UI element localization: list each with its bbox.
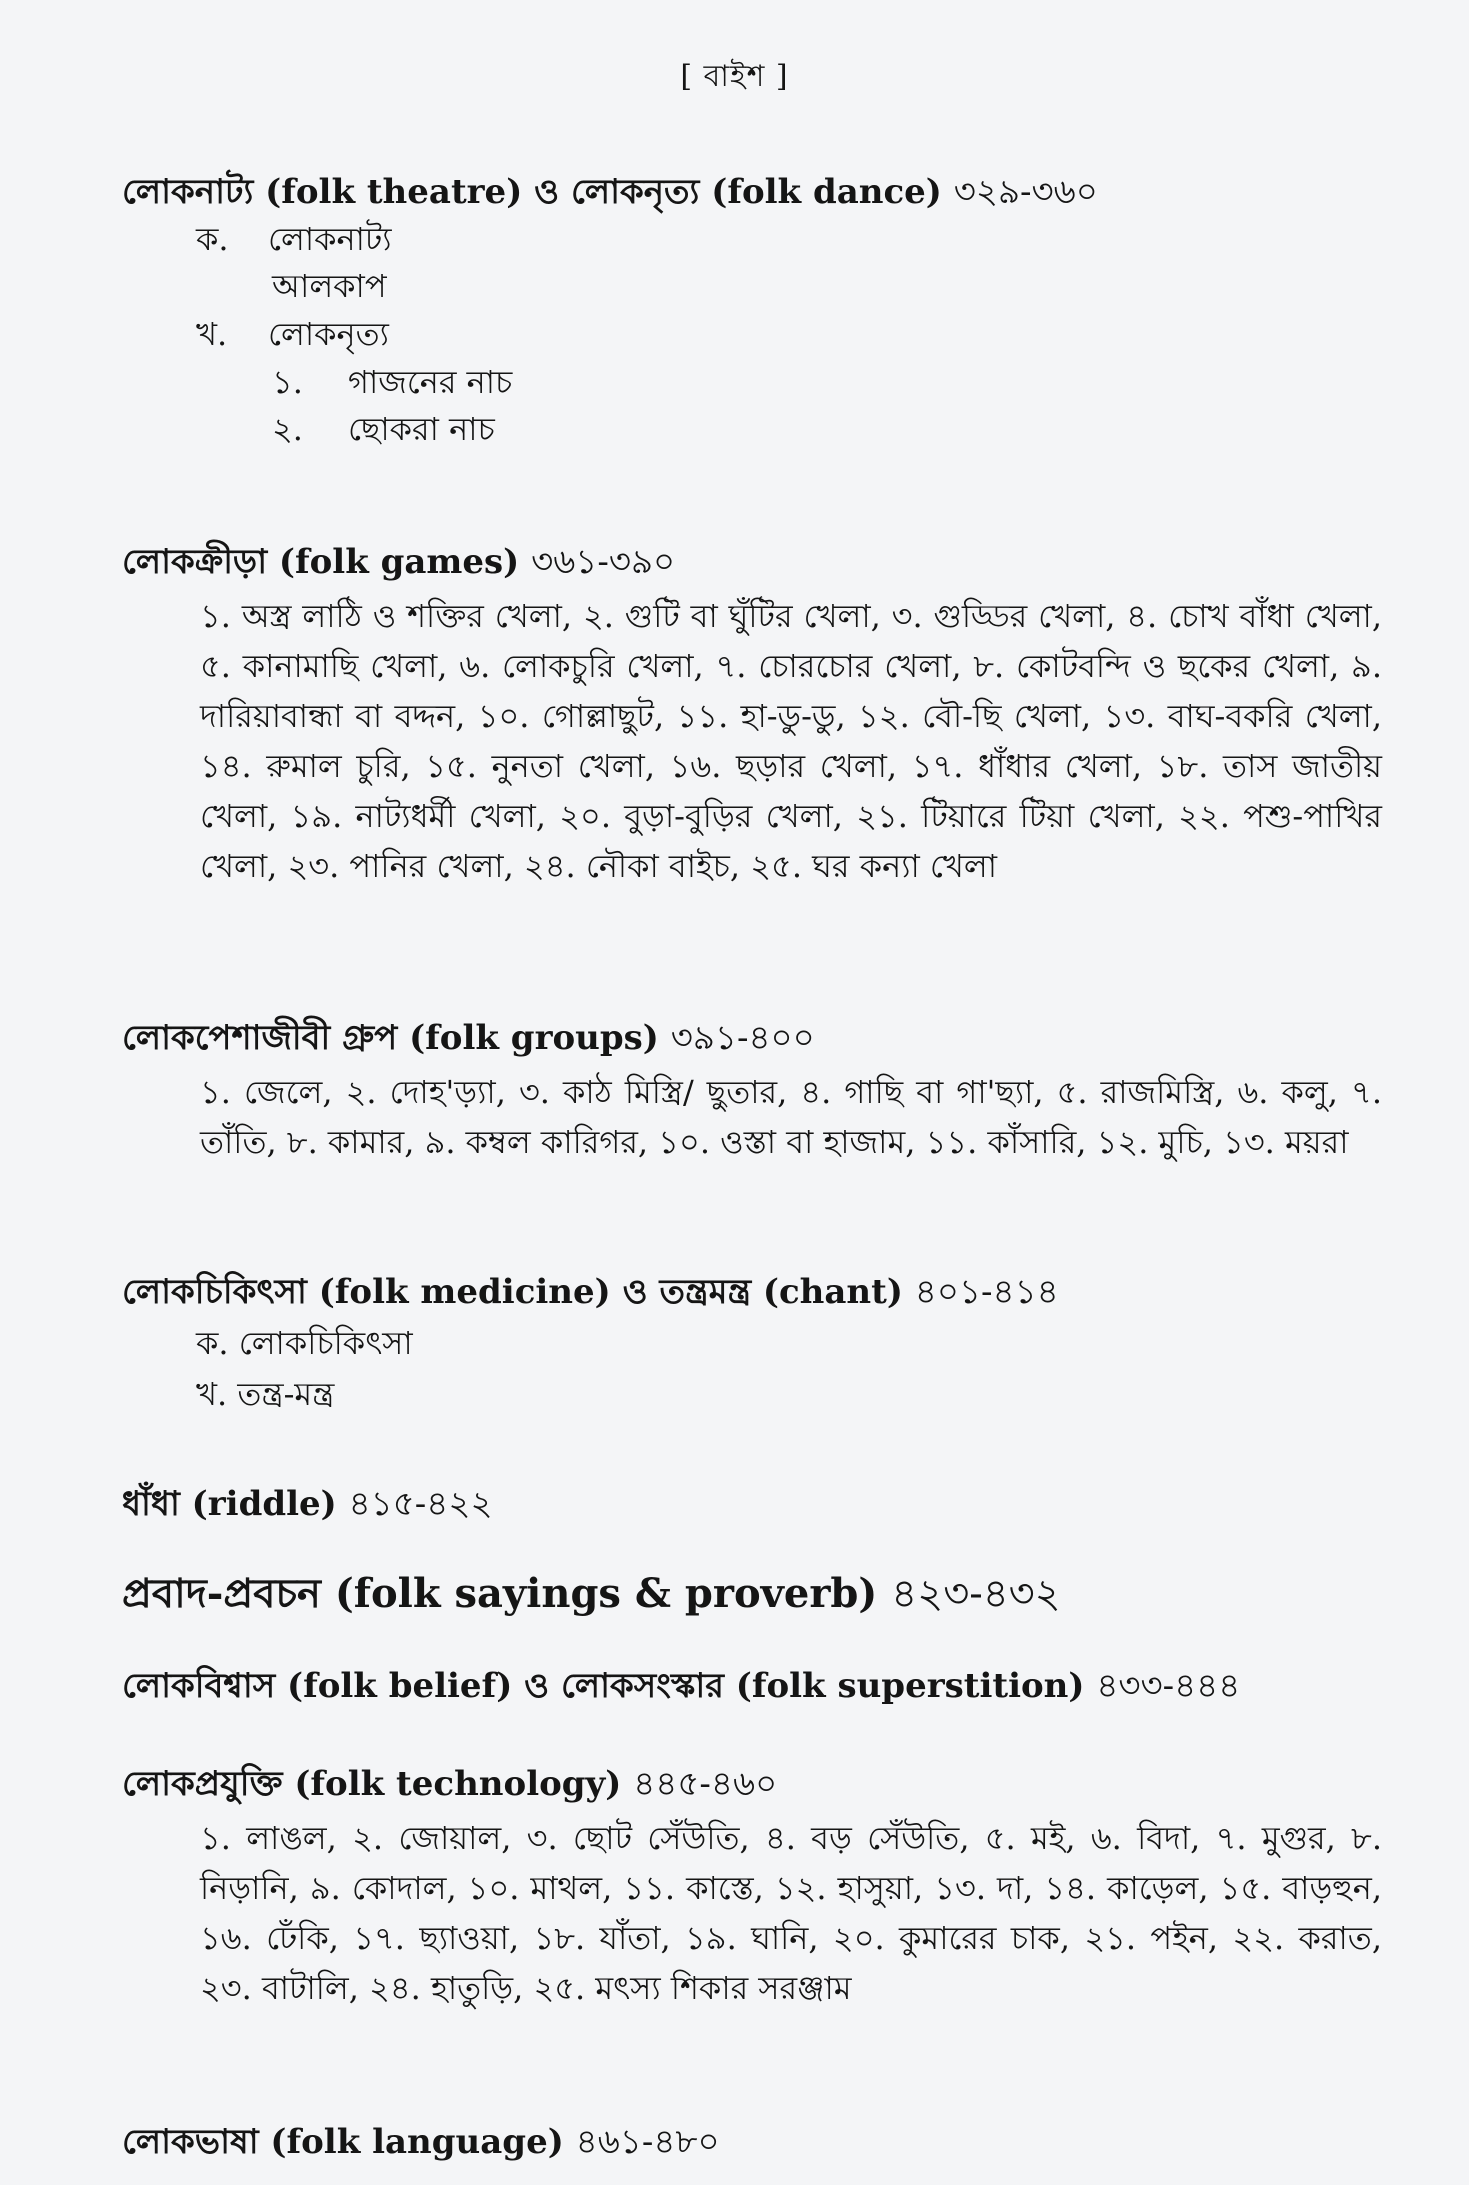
heading-text: লোকক্রীড়া (folk games) <box>122 542 520 582</box>
list-item <box>196 314 1382 356</box>
section-heading <box>122 1570 1382 1618</box>
item-label: গাজনের নাচ <box>348 362 513 401</box>
section-folk-theatre <box>122 172 1382 451</box>
heading-text: লোকবিশ্বাস (folk belief) ও লোকসংস্কার (folk superstition) <box>122 1666 1085 1706</box>
section-folk-belief <box>122 1666 1382 1707</box>
page-range: ৪২৩-৪৩২ <box>891 1571 1061 1617</box>
item-list-paragraph: ১. জেলে, ২. দোহ'ড়্যা, ৩. কাঠ মিস্ত্রি/ ছুতার, ৪. গাছি বা গা'ছ্যা, ৫. রাজমিস্ত্রি, ৬. কলু, ৭. তাঁতি, ৮. কামার, ৯. কম্বল কারিগর, ১০. ওস্তা বা হাজাম, ১১. কাঁসারি, ১২. মুচি, ১৩. ময়রা <box>200 1072 1382 1161</box>
page-number: [ বাইশ ] <box>680 59 789 94</box>
page-range: ৪০১-৪১৪ <box>914 1272 1059 1312</box>
section-folk-technology <box>122 1764 1382 2013</box>
heading-text: প্রবাদ-প্রবচন (folk sayings & proverb) <box>122 1570 878 1617</box>
section-heading <box>122 1018 1382 1059</box>
page-range: ৪৬১-৪৮০ <box>575 2122 720 2162</box>
section-heading <box>122 1666 1382 1707</box>
item-list-paragraph: ১. অস্ত্র লাঠি ও শক্তির খেলা, ২. গুটি বা ঘুঁটির খেলা, ৩. গুড্ডির খেলা, ৪. চোখ বাঁধা খেলা, ৫. কানামাছি খেলা, ৬. লোকচুরি খেলা, ৭. চোরচোর খেলা, ৮. কোটবন্দি ও ছকের খেলা, ৯. দারিয়াবান্ধা বা বদ্দন, ১০. গোল্লাছুট, ১১. হা-ডু-ডু, ১২. বৌ-ছি খেলা, ১৩. বাঘ-বকরি খেলা, ১৪. রুমাল চুরি, ১৫. নুনতা খেলা, ১৬. ছড়ার খেলা, ১৭. ধাঁধার খেলা, ১৮. তাস জাতীয় খেলা, ১৯. নাট্যধর্মী খেলা, ২০. বুড়া-বুড়ির খেলা, ২১. টিয়ারে টিয়া খেলা, ২২. পশু-পাখির খেলা, ২৩. পানির খেলা, ২৪. নৌকা বাইচ, ২৫. ঘর কন্যা খেলা <box>200 596 1382 885</box>
section-riddle <box>122 1484 1382 1525</box>
item-marker: খ. <box>196 314 228 353</box>
section-heading <box>122 1764 1382 1805</box>
section-folk-language <box>122 2122 1382 2163</box>
section-heading <box>122 1484 1382 1525</box>
heading-text: লোকপ্রযুক্তি (folk technology) <box>122 1764 622 1804</box>
list-item <box>196 219 1382 261</box>
heading-text: লোকপেশাজীবী গ্রুপ (folk groups) <box>122 1018 659 1058</box>
item-list-paragraph: ১. লাঙল, ২. জোয়াল, ৩. ছোট সেঁউতি, ৪. বড় সেঁউতি, ৫. মই, ৬. বিদা, ৭. মুগুর, ৮. নিড়ানি, ৯. কোদাল, ১০. মাথল, ১১. কাস্তে, ১২. হাসুয়া, ১৩. দা, ১৪. কাড়েল, ১৫. বাড়হুন, ১৬. ঢেঁকি, ১৭. ছ্যাওয়া, ১৮. যাঁতা, ১৯. ঘানি, ২০. কুমারের চাক, ২১. পইন, ২২. করাত, ২৩. বাটালি, ২৪. হাতুড়ি, ২৫. মৎস্য শিকার সরঞ্জাম <box>200 1818 1382 2007</box>
page-range: ৩৬১-৩৯০ <box>531 542 676 582</box>
section-folk-games <box>122 542 1382 891</box>
section-folk-groups <box>122 1018 1382 1167</box>
item-label: আলকাপ <box>272 267 387 306</box>
item-label: ছোকরা নাচ <box>348 410 495 449</box>
page-range: ৩৯১-৪০০ <box>670 1018 815 1058</box>
page-range: ৩২৯-৩৬০ <box>953 172 1098 212</box>
item-label: লোকনৃত্য <box>268 314 389 353</box>
page-range: ৪৩৩-৪৪৪ <box>1096 1666 1241 1706</box>
page-range: ৪৪৫-৪৬০ <box>633 1764 778 1804</box>
item-marker: ক. <box>196 219 229 258</box>
heading-text: লোকচিকিৎসা (folk medicine) ও তন্ত্রমন্ত্র (chant) <box>122 1272 903 1312</box>
list-item <box>272 362 1382 404</box>
list-item: ক. লোকচিকিৎসা <box>196 1323 413 1362</box>
list-item: খ. তন্ত্র-মন্ত্র <box>196 1375 335 1414</box>
section-heading <box>122 542 1382 583</box>
item-label: লোকনাট্য <box>268 219 392 258</box>
item-marker: ২. <box>272 410 303 449</box>
heading-text: ধাঁধা (riddle) <box>122 1484 337 1524</box>
heading-text: লোকনাট্য (folk theatre) ও লোকনৃত্য (folk dance) <box>122 172 942 212</box>
section-heading <box>122 1272 1382 1313</box>
section-heading <box>122 2122 1382 2163</box>
section-heading <box>122 172 1382 213</box>
list-item <box>272 409 1382 451</box>
page-range: ৪১৫-৪২২ <box>348 1484 493 1524</box>
item-marker: ১. <box>272 362 303 401</box>
heading-text: লোকভাষা (folk language) <box>122 2122 564 2162</box>
section-proverb <box>122 1570 1382 1618</box>
section-folk-medicine <box>122 1272 1382 1416</box>
list-item <box>272 266 1382 308</box>
